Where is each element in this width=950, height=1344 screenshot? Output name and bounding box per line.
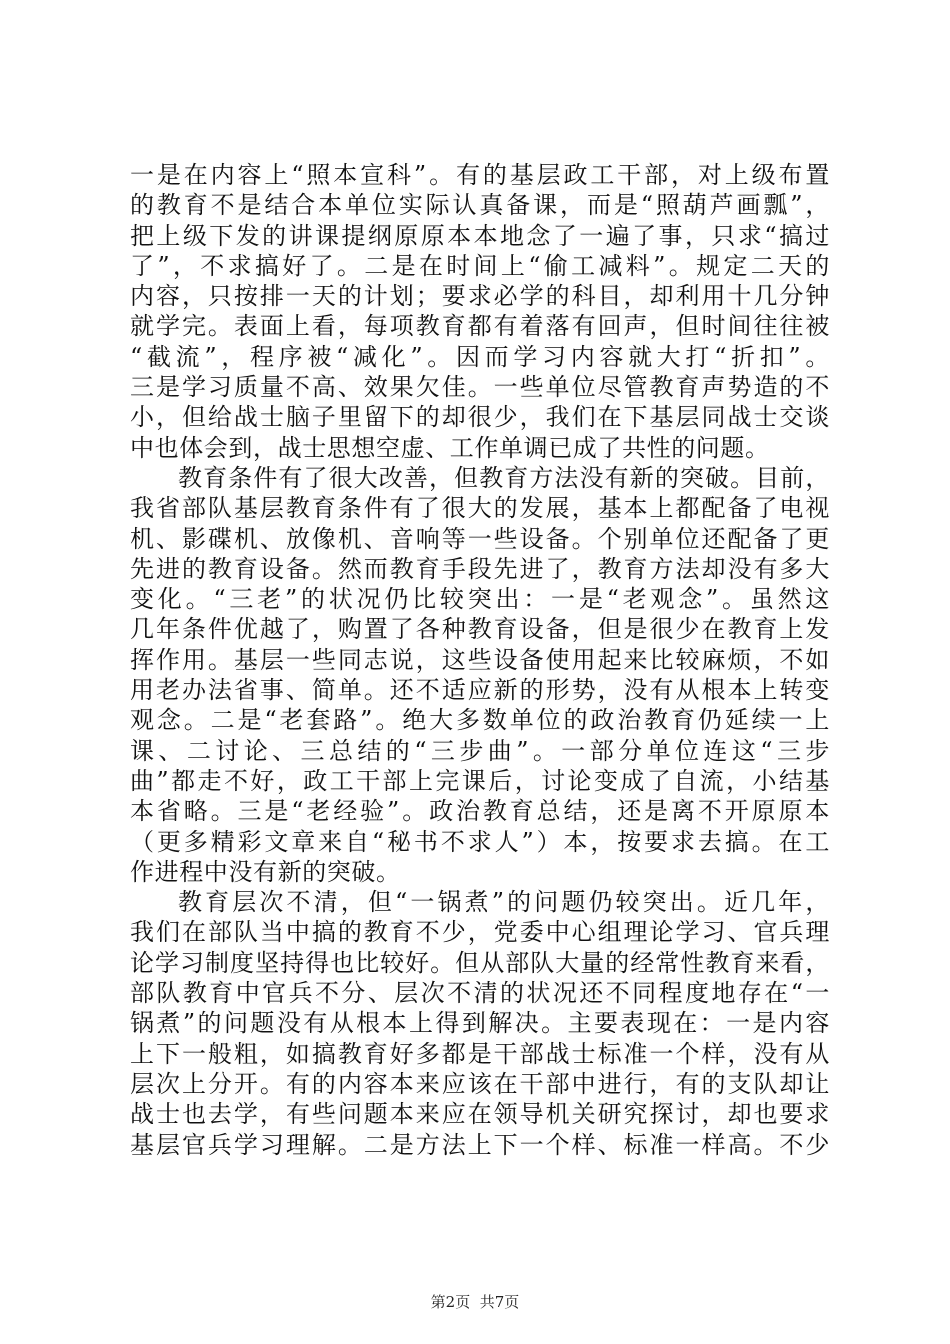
text-line: 论学习制度坚持得也比较好。但从部队大量的经常性教育来看， <box>130 948 830 977</box>
text-line: 几年条件优越了，购置了各种教育设备，但是很少在教育上发 <box>130 615 830 644</box>
text-line: 锅煮”的问题没有从根本上得到解决。主要表现在：一是内容 <box>130 1009 830 1038</box>
paragraph-1 <box>130 160 830 463</box>
text-line: 作进程中没有新的突破。 <box>130 857 401 886</box>
text-line: 中也体会到，战士思想空虚、工作单调已成了共性的问题。 <box>130 433 770 462</box>
text-line: 内容，只按排一天的计划；要求必学的科目，却利用十几分钟 <box>130 282 830 311</box>
text-line: 用老办法省事、简单。还不适应新的形势，没有从根本上转变 <box>130 676 830 705</box>
text-line: 小，但给战士脑子里留下的却很少，我们在下基层同战士交谈 <box>130 403 830 432</box>
text-line: 就学完。表面上看，每项教育都有着落有回声，但时间往往被 <box>130 312 830 341</box>
text-line: 我省部队基层教育条件有了很大的发展，基本上都配备了电视 <box>130 494 830 523</box>
text-line: 本省略。三是“老经验”。政治教育总结，还是离不开原原本 <box>130 797 830 826</box>
document-body <box>130 160 830 1160</box>
paragraph-3 <box>130 887 830 1160</box>
text-line: 上下一般粗，如搞教育好多都是干部战士标准一个样，没有从 <box>130 1039 830 1068</box>
text-line: 课、二讨论、三总结的“三步曲”。一部分单位连这“三步 <box>130 736 830 765</box>
text-line: “截流”，程序被“减化”。因而学习内容就大打“折扣”。 <box>130 342 830 371</box>
text-line: 先进的教育设备。然而教育手段先进了，教育方法却没有多大 <box>130 554 830 583</box>
text-line: 变化。“三老”的状况仍比较突出：一是“老观念”。虽然这 <box>130 585 830 614</box>
paragraph-2 <box>130 463 830 887</box>
text-line: 教育条件有了很大改善，但教育方法没有新的突破。目前， <box>178 463 830 492</box>
text-line: 教育层次不清，但“一锅煮”的问题仍较突出。近几年， <box>178 888 830 917</box>
text-line: 层次上分开。有的内容本来应该在干部中进行，有的支队却让 <box>130 1069 830 1098</box>
page-footer <box>0 1292 950 1312</box>
text-line: 我们在部队当中搞的教育不少，党委中心组理论学习、官兵理 <box>130 918 830 947</box>
text-line: 曲”都走不好，政工干部上完课后，讨论变成了自流，小结基 <box>130 766 830 795</box>
text-line: 部队教育中官兵不分、层次不清的状况还不同程度地存在“一 <box>130 979 830 1008</box>
text-line: 一是在内容上“照本宣科”。有的基层政工干部，对上级布置 <box>130 161 830 189</box>
text-line: 战士也去学，有些问题本来应在领导机关研究探讨，却也要求 <box>130 1100 830 1129</box>
text-line: 挥作用。基层一些同志说，这些设备使用起来比较麻烦，不如 <box>130 645 830 674</box>
text-line: 了”，不求搞好了。二是在时间上“偷工减料”。规定二天的 <box>130 251 830 280</box>
page-total: 共7页 <box>479 1293 520 1311</box>
text-line: 的教育不是结合本单位实际认真备课，而是“照葫芦画瓢”， <box>130 191 830 220</box>
text-line: 机、影碟机、放像机、音响等一些设备。个别单位还配备了更 <box>130 524 830 553</box>
text-line: 把上级下发的讲课提纲原原本本地念了一遍了事，只求“搞过 <box>130 221 830 250</box>
text-line: 三是学习质量不高、效果欠佳。一些单位尽管教育声势造的不 <box>130 373 830 402</box>
page-number: 第2页 <box>430 1293 471 1311</box>
text-line: （更多精彩文章来自“秘书不求人”）本，按要求去搞。在工 <box>130 827 830 856</box>
text-line: 观念。二是“老套路”。绝大多数单位的政治教育仍延续一上 <box>130 706 830 735</box>
text-line: 基层官兵学习理解。二是方法上下一个样、标准一样高。不少 <box>130 1130 830 1159</box>
